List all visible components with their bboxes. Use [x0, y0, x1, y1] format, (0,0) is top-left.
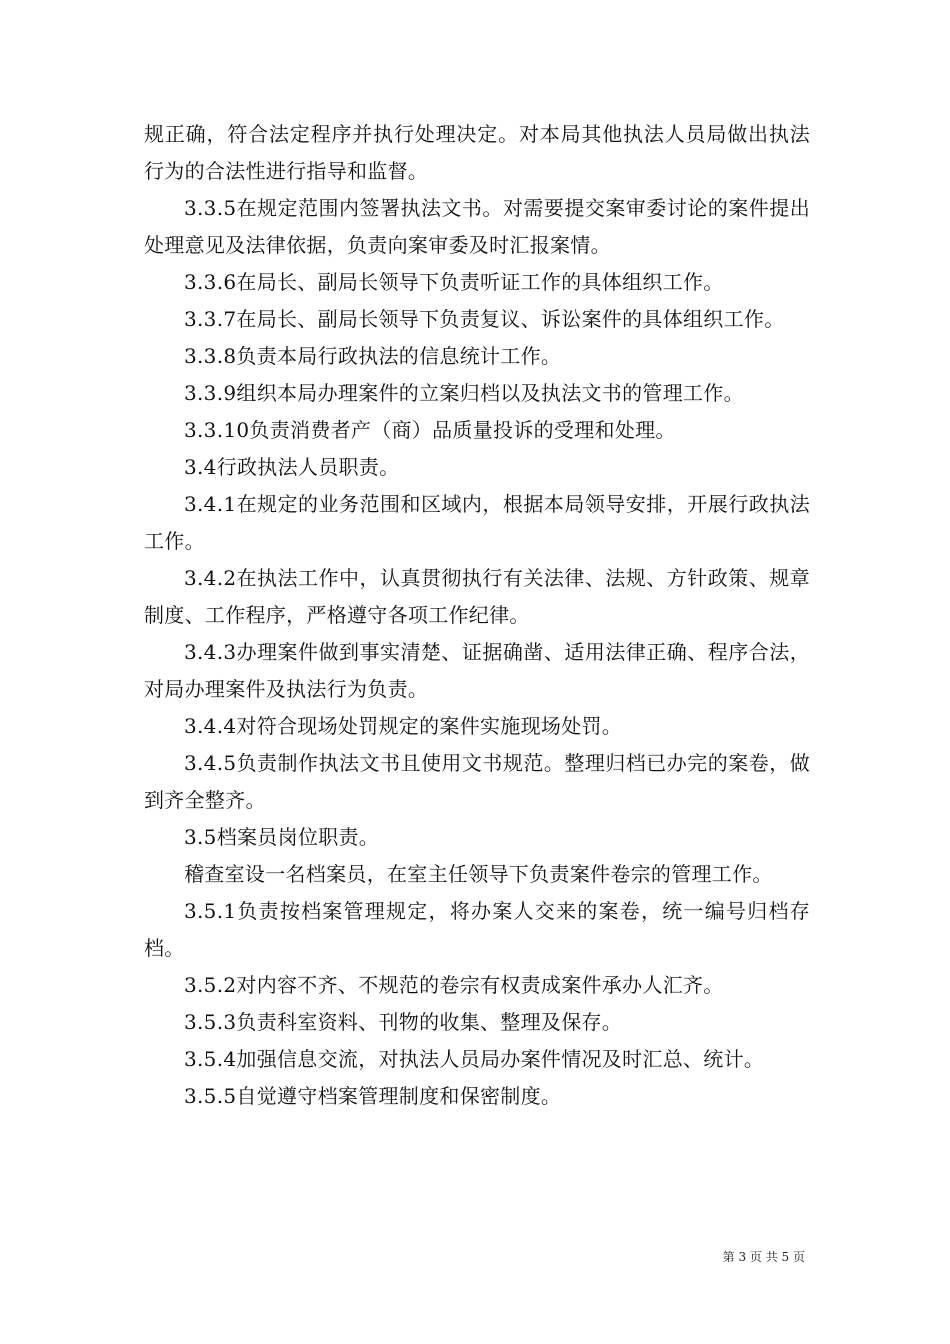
paragraph-archivist-intro: 稽查室设一名档案员，在室主任领导下负责案件卷宗的管理工作。: [184, 862, 773, 886]
paragraph-3-5-2: 3.5.2对内容不齐、不规范的卷宗有权责成案件承办人汇齐。: [184, 973, 724, 997]
paragraph-3-4-4: 3.4.4对符合现场处罚规定的案件实施现场处罚。: [184, 714, 623, 738]
paragraph-3-3-7: 3.3.7在局长、副局长领导下负责复议、诉讼案件的具体组织工作。: [184, 307, 785, 331]
paragraph-continued: 规正确，符合法定程序并执行处理决定。对本局其他执法人员局做出执法行为的合法性进行指导和监督。: [144, 122, 810, 183]
paragraph-3-5-1: 3.5.1负责按档案管理规定，将办案人交来的案卷，统一编号归档存档。: [144, 899, 810, 960]
paragraph-3-5-3: 3.5.3负责科室资料、刊物的收集、整理及保存。: [184, 1010, 623, 1034]
paragraph-3-4-3: 3.4.3办理案件做到事实清楚、证据确凿、适用法律正确、程序合法，对局办理案件及执法行为负责。: [144, 640, 810, 701]
section-heading-3-4: 3.4行政执法人员职责。: [184, 455, 400, 479]
section-heading-3-5: 3.5档案员岗位职责。: [184, 825, 380, 849]
paragraph-3-5-4: 3.5.4加强信息交流，对执法人员局办案件情况及时汇总、统计。: [184, 1047, 765, 1071]
page-number: 第 3 页 共 5 页: [722, 1250, 805, 1264]
paragraph-3-4-5: 3.4.5负责制作执法文书且使用文书规范。整理归档已办完的案卷，做到齐全整齐。: [144, 751, 810, 812]
paragraph-3-5-5: 3.5.5自觉遵守档案管理制度和保密制度。: [184, 1084, 562, 1108]
paragraph-3-4-1: 3.4.1在规定的业务范围和区域内，根据本局领导安排，开展行政执法工作。: [144, 492, 810, 553]
paragraph-3-3-6: 3.3.6在局长、副局长领导下负责听证工作的具体组织工作。: [184, 270, 724, 294]
paragraph-3-3-8: 3.3.8负责本局行政执法的信息统计工作。: [184, 344, 562, 368]
paragraph-3-4-2: 3.4.2在执法工作中，认真贯彻执行有关法律、法规、方针政策、规章制度、工作程序，严格遵守各项工作纪律。: [144, 566, 810, 627]
paragraph-3-3-9: 3.3.9组织本局办理案件的立案归档以及执法文书的管理工作。: [184, 381, 744, 405]
document-body: [144, 116, 810, 1115]
paragraph-3-3-10: 3.3.10负责消费者产（商）品质量投诉的受理和处理。: [184, 418, 676, 442]
paragraph-3-3-5: 3.3.5在规定范围内签署执法文书。对需要提交案审委讨论的案件提出处理意见及法律依据，负责向案审委及时汇报案情。: [144, 196, 810, 257]
